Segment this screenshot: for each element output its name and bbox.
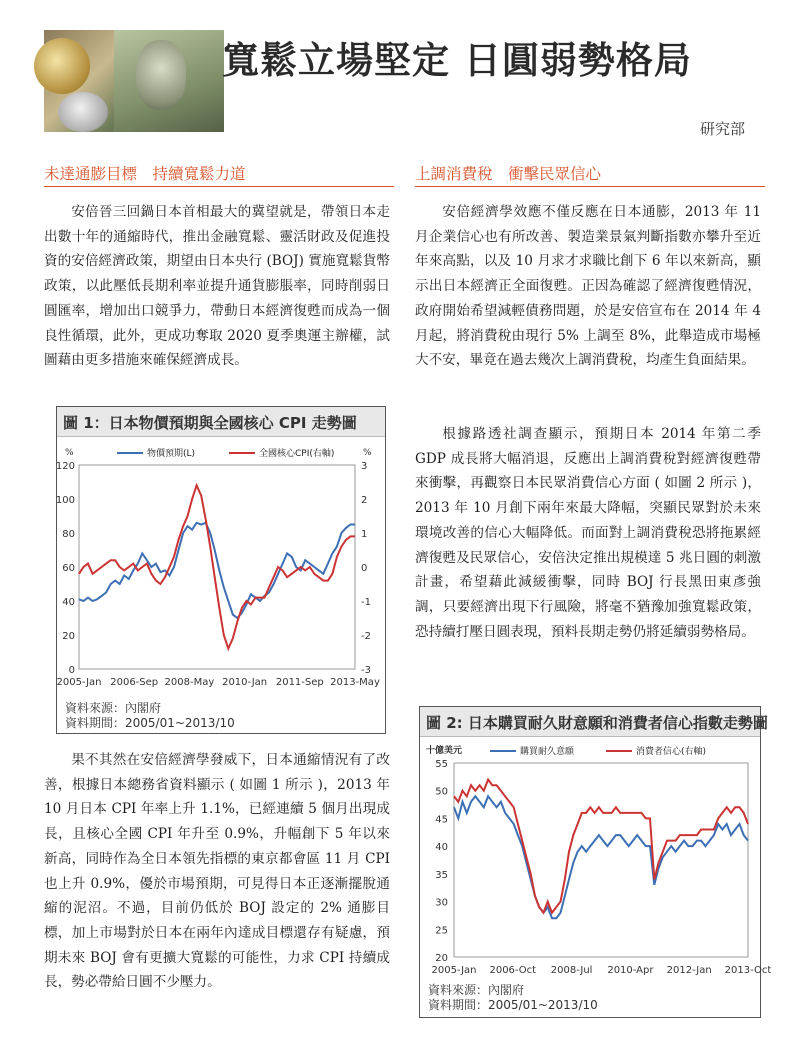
right-heading-rule: [415, 186, 765, 187]
left-tick-label: 120: [55, 461, 75, 472]
left-paragraph-2: 果不其然在安倍經濟學發威下，日本通縮情況有了改善，根據日本總務省資料顯示 ( 如圖 1 所示 )，2013 年 10 月日本 CPI 年率上升 1.1%，已經連續 5 個月出現成長，且核心全國 CPI 年升至 0.9%，升幅創下 5 年以來新高，同時作為全日本領先指標的東京都會區 11 月 CPI 也上升 0.9%，優於市場預期，可見得日本正逐漸擺脫通縮的泥沼。不過，目前仍低於 BOJ 設定的 2% 通膨目標，加上市場對於日本在兩年內達成目標還存有疑慮，預期未來 BOJ 會有更擴大寬鬆的可能性，力求 CPI 持續成長，勢必帶給日圓不少壓力。: [44, 752, 390, 991]
figure-2: [419, 706, 772, 1018]
y-tick-label: 25: [435, 925, 448, 937]
x-tick-label: 2008-May: [164, 677, 215, 688]
left-tick-label: 80: [62, 529, 75, 540]
y-tick-label: 20: [435, 953, 448, 964]
x-tick-label: 2011-Sep: [275, 677, 324, 688]
left-tick-label: 60: [62, 563, 75, 574]
figure-1-period: 資料期間：2005/01~2013/10: [65, 716, 235, 730]
header-photo: [44, 30, 212, 132]
figure-2-source: 資料來源：內閣府: [428, 983, 525, 997]
series-line-consumer-confidence: [454, 780, 748, 913]
right-tick-label: -2: [361, 631, 371, 642]
silver-coin: [58, 92, 108, 132]
x-tick-label: 2010-Jan: [222, 677, 268, 688]
left-paragraph-1: 安倍晉三回鍋日本首相最大的冀望就是，帶領日本走出數十年的通縮時代，推出金融寬鬆、靈活財政及促進投資的安倍經濟政策，期望由日本央行 (BOJ) 實施寬鬆貨幣政策，以此壓低長期利率並提升通貨膨脹率，同時削弱日圓匯率，增加出口競爭力，帶動日本經濟復甦而成為一個良性循環，此外，更成功奪取 2020 夏季奧運主辦權，試圖藉由更多措施來確保經濟成長。: [44, 204, 390, 369]
x-tick-label: 2012-Jan: [666, 965, 712, 976]
figure-2-period: 資料期間：2005/01~2013/10: [428, 998, 598, 1012]
left-tick-label: 40: [62, 597, 75, 608]
legend-label-series-1: 物價預期(L): [147, 449, 196, 459]
right-tick-label: 0: [361, 563, 368, 574]
x-tick-label: 2013-Oct: [724, 965, 772, 976]
x-tick-label: 2008-Jul: [550, 965, 593, 976]
page-title: 寬鬆立場堅定 日圓弱勢格局: [222, 39, 692, 82]
right-tick-label: -1: [361, 597, 371, 608]
legend-label-series-1: 購買耐久意願: [520, 747, 575, 757]
right-paragraph-2: 根據路透社調查顯示，預期日本 2014 年第二季 GDP 成長將大幅消退，反應出上調消費稅對經濟復甦帶來衝擊，再觀察日本民眾消費信心方面 ( 如圖 2 所示 )，2013 年 10 月創下兩年來最大降幅，突顯民眾對於未來環境改善的信心大幅降低。而面對上調消費稅恐將拖累經濟復甦及民眾信心，安倍決定推出規模達 5 兆日圓的刺激計畫，希望藉此減緩衝擊，同時 BOJ 行長黑田東彥強調，只要經濟出現下行風險，將毫不猶豫加強寬鬆政策，恐持續打壓日圓表現，預料長期走勢仍將延續弱勢格局。: [415, 426, 761, 640]
banknote-portrait: [136, 40, 186, 110]
x-tick-label: 2013-May: [330, 677, 380, 688]
figure-1-title: 圖 1：日本物價預期與全國核心 CPI 走勢圖: [57, 407, 385, 437]
x-tick-label: 2005-Jan: [56, 677, 102, 688]
right-tick-label: 3: [361, 461, 368, 472]
figure-2-title: 圖 2: 日本購買耐久財意願和消費者信心指數走勢圖: [420, 707, 760, 737]
figure-1-source: 資料來源：內閣府: [65, 701, 162, 715]
left-section-heading: 未達通膨目標 持續寬鬆力道: [44, 165, 246, 183]
x-tick-label: 2006-Oct: [489, 965, 537, 976]
right-tick-label: 2: [361, 495, 368, 506]
left-tick-label: 0: [68, 665, 75, 676]
series-line-price-expectation: [79, 523, 355, 618]
y-tick-label: 45: [435, 814, 448, 826]
figure-1: [56, 406, 386, 734]
right-section-heading: 上調消費稅 衝擊民眾信心: [415, 165, 602, 183]
department-label: 研究部: [700, 120, 746, 138]
x-tick-label: 2006-Sep: [110, 677, 159, 688]
right-tick-label: 1: [361, 529, 368, 540]
legend-label-series-2: 消費者信心(右軸): [636, 747, 707, 757]
x-tick-label: 2010-Apr: [607, 965, 654, 976]
figure-2-chart: [420, 739, 772, 983]
right-tick-label: -3: [361, 665, 371, 676]
right-axis-unit: %: [363, 448, 372, 458]
y-tick-label: 50: [435, 786, 448, 798]
legend-label-series-2: 全國核心CPI(右軸): [259, 449, 335, 459]
y-tick-label: 35: [435, 869, 448, 881]
left-tick-label: 100: [55, 495, 75, 506]
right-paragraph-1: 安倍經濟學效應不僅反應在日本通膨，2013 年 11 月企業信心也有所改善、製造業景氣判斷指數亦攀升至近年來高點，以及 10 月求才求職比創下 6 年以來新高，顯示出日本經濟正全面復甦。正因為確認了經濟復甦情況，政府開始希望減輕債務問題，於是安倍宣布在 2014 年 4 月起，將消費稅由現行 5% 上調至 8%，此舉造成市場極大不安，畢竟在過去幾次上調消費稅，均產生負面結果。: [415, 204, 761, 369]
left-tick-label: 20: [62, 631, 75, 642]
left-axis-unit: %: [65, 448, 74, 458]
figure-1-chart: [57, 441, 387, 701]
x-tick-label: 2005-Jan: [431, 965, 477, 976]
y-tick-label: 40: [435, 842, 448, 854]
series-line-durable-goods: [454, 796, 748, 918]
y-axis-unit: 十億美元: [426, 746, 463, 756]
plot-area: [454, 763, 748, 957]
y-tick-label: 30: [435, 897, 448, 909]
left-heading-rule: [44, 186, 394, 187]
gold-coin: [34, 38, 90, 94]
y-tick-label: 55: [435, 759, 448, 770]
